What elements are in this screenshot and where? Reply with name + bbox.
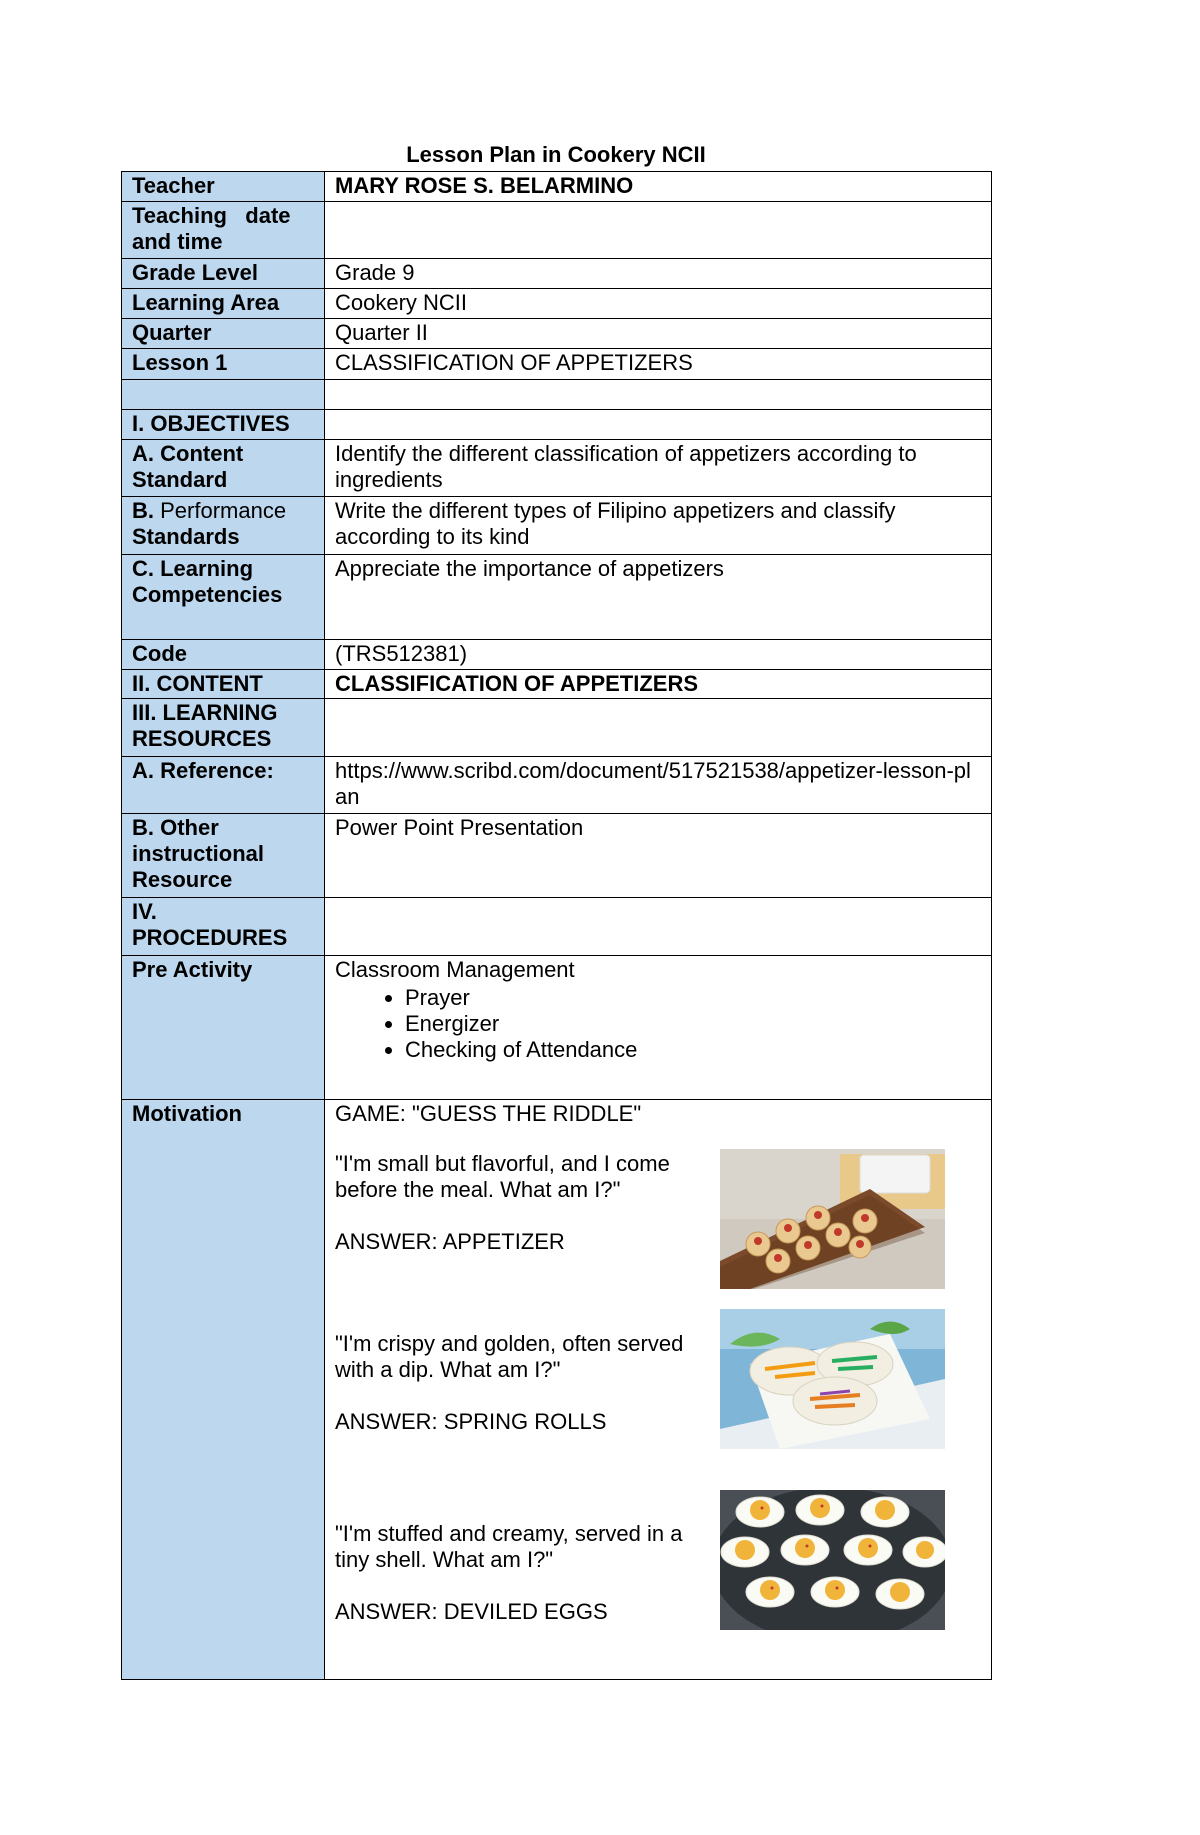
riddle-question: "I'm crispy and golden, often served with a dip. What am I?" [335,1331,684,1382]
motivation-label: Motivation [122,1100,325,1680]
riddle-answer: ANSWER: DEVILED EGGS [335,1599,608,1624]
page-title: Lesson Plan in Cookery NCII [406,142,706,167]
riddle-answer: ANSWER: SPRING ROLLS [335,1409,607,1434]
learning-area-label: Learning Area [122,289,325,319]
learning-competencies-value: Appreciate the importance of appetizers [325,555,992,640]
content-standard-value: Identify the different classification of appetizers according to ingredients [325,440,992,497]
lesson-plan-table [121,171,992,1680]
learning-resources-value [325,699,992,757]
row-learning-resources [122,699,992,757]
performance-suffix: Standards [132,524,240,549]
grade-level-value: Grade 9 [325,259,992,289]
quarter-value: Quarter II [325,319,992,349]
learning-resources-label: III. LEARNING RESOURCES [122,699,325,757]
spring-rolls-photo [720,1309,945,1449]
row-content-standard [122,440,992,497]
performance-prefix: B. [132,498,154,523]
motivation-game-title: GAME: "GUESS THE RIDDLE" [335,1101,642,1126]
content-value: CLASSIFICATION OF APPETIZERS [325,670,992,699]
pre-activity-value [325,956,992,1100]
row-other-resource [122,814,992,898]
reference-label: A. Reference: [122,757,325,814]
other-resource-label: B. Other instructional Resource [122,814,325,898]
content-label: II. CONTENT [122,670,325,699]
row-grade-level [122,259,992,289]
learning-area-value: Cookery NCII [325,289,992,319]
row-teacher [122,172,992,202]
teacher-label: Teacher [122,172,325,202]
blank-value [325,380,992,410]
teaching-date-value [325,202,992,259]
list-item: • Prayer [405,985,981,1011]
teaching-date-label: Teaching date and time [122,202,325,259]
row-performance-standards [122,497,992,555]
row-content [122,670,992,699]
riddle-1 [335,1151,981,1331]
row-reference [122,757,992,814]
blank-label [122,380,325,410]
content-standard-label: A. Content Standard [122,440,325,497]
row-blank [122,380,992,410]
list-item: • Energizer [405,1011,981,1037]
code-label: Code [122,640,325,670]
learning-competencies-label: C. Learning Competencies [122,555,325,640]
riddle-question: "I'm small but flavorful, and I come before the meal. What am I?" [335,1151,670,1202]
row-lesson [122,349,992,380]
deviled-eggs-photo [720,1490,945,1630]
row-code [122,640,992,670]
reference-link[interactable]: https://www.scribd.com/document/517521538/appetizer-lesson-plan [325,757,992,814]
teacher-value: MARY ROSE S. BELARMINO [325,172,992,202]
row-pre-activity [122,956,992,1100]
other-resource-value: Power Point Presentation [325,814,992,898]
pre-activity-list [335,985,981,1063]
performance-standards-value: Write the different types of Filipino appetizers and classify according to its kind [325,497,992,555]
row-motivation [122,1100,992,1680]
lesson-value: CLASSIFICATION OF APPETIZERS [325,349,992,380]
row-procedures [122,898,992,956]
row-learning-area [122,289,992,319]
row-quarter [122,319,992,349]
pre-activity-heading: Classroom Management [335,957,575,982]
performance-mid: Performance [154,498,287,523]
riddle-3 [335,1521,981,1671]
pre-activity-label: Pre Activity [122,956,325,1100]
performance-standards-label [122,497,325,555]
procedures-value [325,898,992,956]
motivation-value [325,1100,992,1680]
list-item: • Checking of Attendance [405,1037,981,1063]
row-teaching-date [122,202,992,259]
grade-level-label: Grade Level [122,259,325,289]
code-value: (TRS512381) [325,640,992,670]
riddle-question: "I'm stuffed and creamy, served in a tiny shell. What am I?" [335,1521,683,1572]
lesson-label: Lesson 1 [122,349,325,380]
objectives-label: I. OBJECTIVES [122,410,325,440]
riddle-answer: ANSWER: APPETIZER [335,1229,565,1254]
quarter-label: Quarter [122,319,325,349]
canapes-photo [720,1149,945,1289]
objectives-value [325,410,992,440]
row-learning-competencies [122,555,992,640]
procedures-label: IV. PROCEDURES [122,898,325,956]
row-objectives [122,410,992,440]
